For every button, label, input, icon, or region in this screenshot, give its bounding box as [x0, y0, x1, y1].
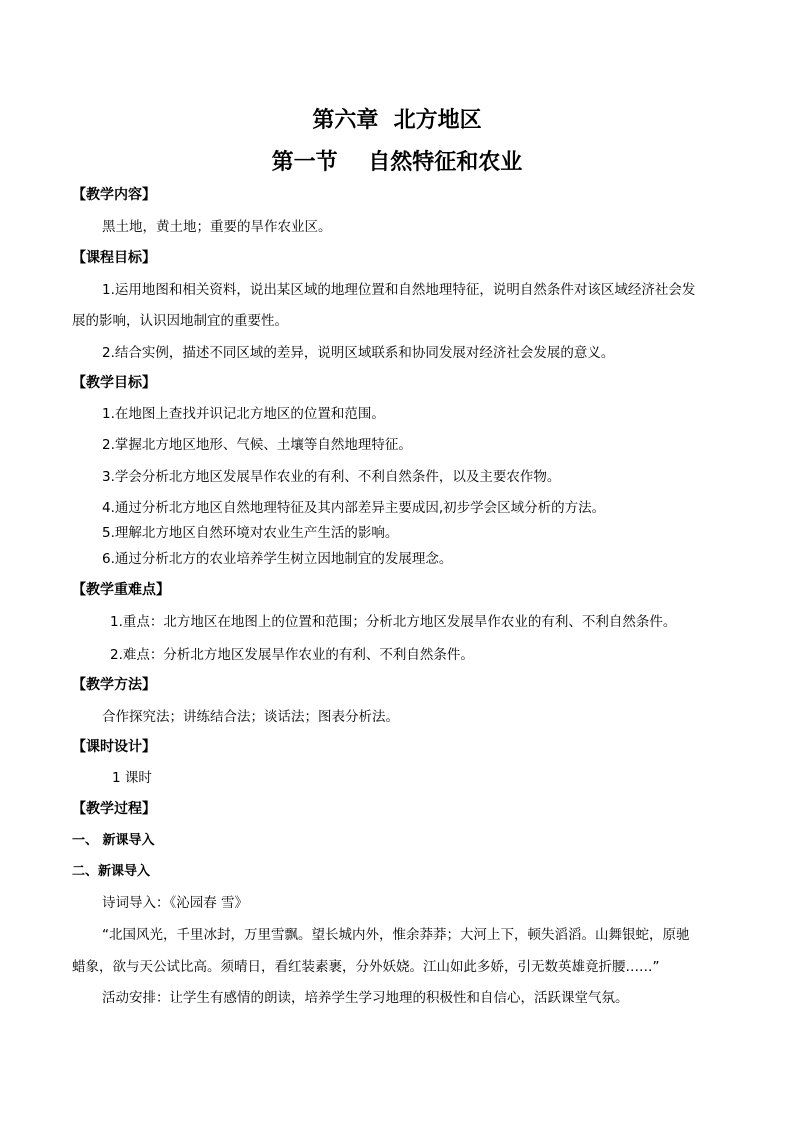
chapter-title: 第六章 北方地区 [312, 108, 482, 133]
process-step-1: 一、 新课导入 [72, 833, 155, 848]
poem-intro: 诗词导入：《沁园春 雪》 [102, 895, 249, 911]
teaching-method-heading: 【教学方法】 [72, 677, 156, 693]
teaching-content-heading: 【教学内容】 [72, 187, 156, 203]
course-goal-1-line-2: 展的影响，认识因地制宜的重要性。 [72, 313, 288, 329]
section-title: 第一节 自然特征和农业 [271, 150, 523, 175]
class-hour-text: 1 课时 [112, 770, 152, 786]
teaching-method-text: 合作探究法；讲练结合法；谈话法；图表分析法。 [102, 709, 399, 725]
teaching-goal-2: 2.掌握北方地区地形、气候、土壤等自然地理特征。 [102, 437, 412, 453]
activity-arrangement: 活动安排：让学生有感情的朗读，培养学生学习地理的积极性和自信心，活跃课堂气氛。 [102, 990, 629, 1006]
course-goal-heading: 【课程目标】 [72, 250, 156, 266]
teaching-goal-4: 4.通过分析北方地区自然地理特征及其内部差异主要成因,初步学会区域分析的方法。 [102, 500, 606, 516]
teaching-process-heading: 【教学过程】 [72, 801, 156, 817]
course-goal-2: 2.结合实例，描述不同区域的差异，说明区域联系和协同发展对经济社会发展的意义。 [102, 345, 615, 361]
teaching-content-text: 黑土地，黄土地；重要的旱作农业区。 [102, 219, 332, 235]
teaching-goal-heading: 【教学目标】 [72, 375, 156, 391]
key-point-1: 1.重点：北方地区在地图上的位置和范围；分析北方地区发展旱作农业的有利、不利自然条件。 [110, 614, 677, 630]
key-point-2: 2.难点：分析北方地区发展旱作农业的有利、不利自然条件。 [110, 647, 474, 663]
teaching-goal-5: 5.理解北方地区自然环境对农业生产生活的影响。 [102, 525, 399, 541]
class-hour-heading: 【课时设计】 [72, 739, 156, 755]
course-goal-1-line-1: 1.运用地图和相关资料，说出某区域的地理位置和自然地理特征，说明自然条件对该区域经济社会发 [102, 282, 696, 298]
process-step-2: 二、新课导入 [72, 864, 151, 879]
teaching-goal-1: 1.在地图上查找并识记北方地区的位置和范围。 [102, 406, 385, 422]
poem-line-2: 蜡象，欲与天公试比高。须晴日，看红装素裹，分外妖娆。江山如此多娇，引无数英雄竟折腰……” [72, 959, 660, 975]
poem-line-1: “北国风光，千里冰封，万里雪飘。望长城内外，惟余莽莽；大河上下，顿失滔滔。山舞银蛇，原驰 [102, 927, 690, 943]
teaching-goal-6: 6.通过分析北方的农业培养学生树立因地制宜的发展理念。 [102, 551, 453, 567]
key-points-heading: 【教学重难点】 [72, 582, 170, 598]
teaching-goal-3: 3.学会分析北方地区发展旱作农业的有利、不利自然条件，以及主要农作物。 [102, 469, 561, 485]
